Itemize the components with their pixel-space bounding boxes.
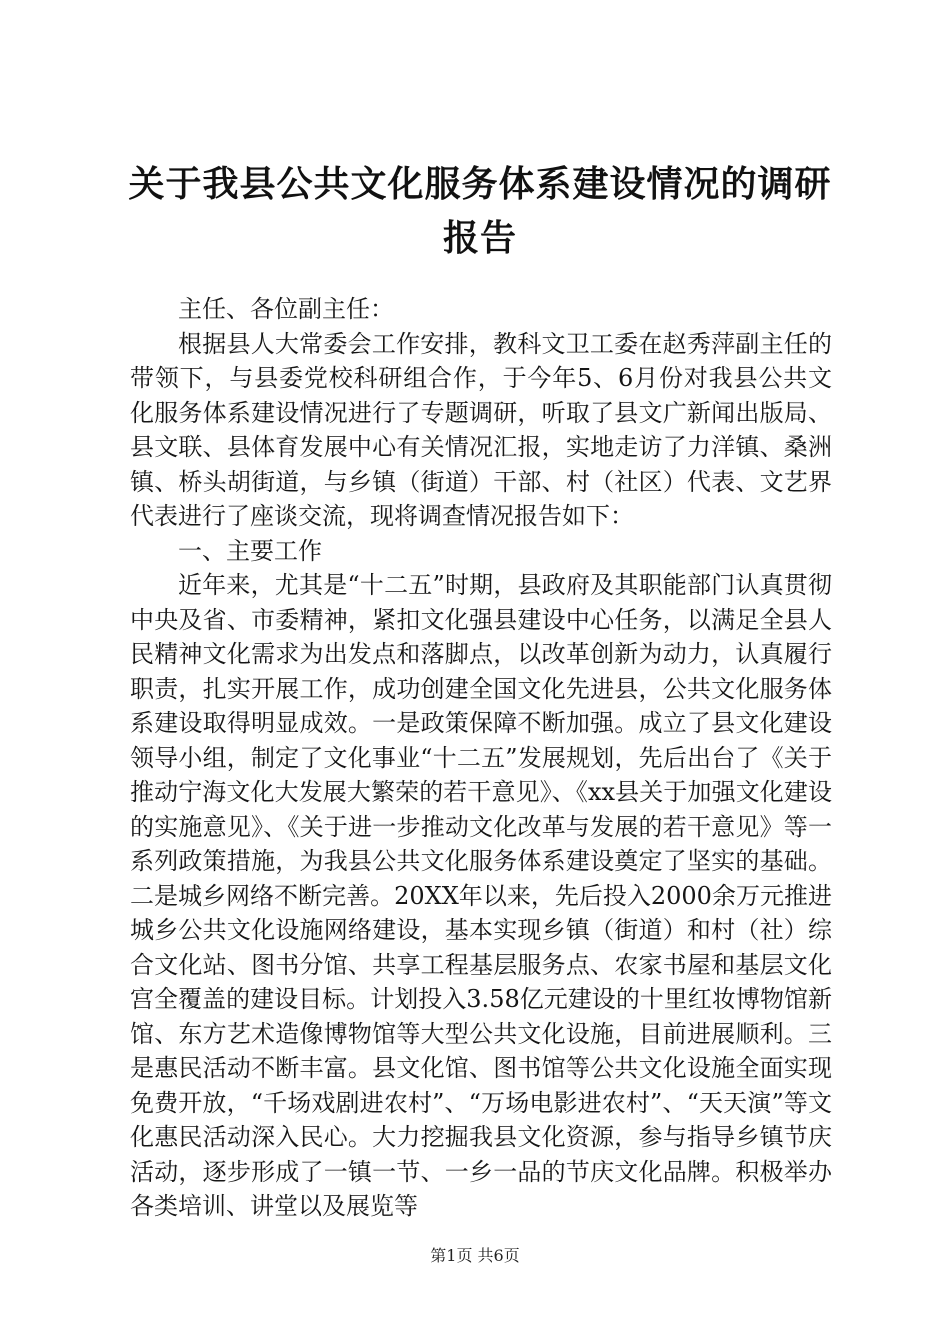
- section-heading: 一、主要工作: [178, 536, 322, 565]
- document-body: [130, 292, 832, 1224]
- salutation-paragraph: 主任、各位副主任：: [178, 295, 394, 323]
- main-work-paragraph: 近年来，尤其是“十二五”时期，县政府及其职能部门认真贯彻中央及省、市委精神，紧扣文化强县建设中心任务，以满足全县人民精神文化需求为出发点和落脚点，以改革创新为动力，认真履行职责，扎实开展工作，成功创建全国文化先进县，公共文化服务体系建设取得明显成效。一是政策保障不断加强。成立了县文化建设领导小组，制定了文化事业“十二五”发展规划，先后出台了《关于推动宁海文化大发展大繁荣的若干意见》、《xx县关于加强文化建设的实施意见》、《关于进一步推动文化改革与发展的若干意见》等一系列政策措施，为我县公共文化服务体系建设奠定了坚实的基础。二是城乡网络不断完善。20XX年以来，先后投入2000余万元推进城乡公共文化设施网络建设，基本实现乡镇（街道）和村（社）综合文化站、图书分馆、共享工程基层服务点、农家书屋和基层文化宫全覆盖的建设目标。计划投入3.58亿元建设的十里红妆博物馆新馆、东方艺术造像博物馆等大型公共文化设施，目前进展顺利。三是惠民活动不断丰富。县文化馆、图书馆等公共文化设施全面实现免费开放，“千场戏剧进农村”、“万场电影进农村”、“天天演”等文化惠民活动深入民心。大力挖掘我县文化资源，参与指导乡镇节庆活动，逐步形成了一镇一节、一乡一品的节庆文化品牌。积极举办各类培训、讲堂以及展览等: [130, 571, 832, 1220]
- page-footer: 第1页 共6页: [430, 1246, 520, 1265]
- document-title: 关于我县公共文化服务体系建设情况的调研报告: [128, 164, 832, 259]
- intro-paragraph: 根据县人大常委会工作安排，教科文卫工委在赵秀萍副主任的带领下，与县委党校科研组合作，于今年5、6月份对我县公共文化服务体系建设情况进行了专题调研，听取了县文广新闻出版局、县文联、县体育发展中心有关情况汇报，实地走访了力洋镇、桑洲镇、桥头胡街道，与乡镇（街道）干部、村（社区）代表、文艺界代表进行了座谈交流，现将调查情况报告如下：: [130, 329, 832, 530]
